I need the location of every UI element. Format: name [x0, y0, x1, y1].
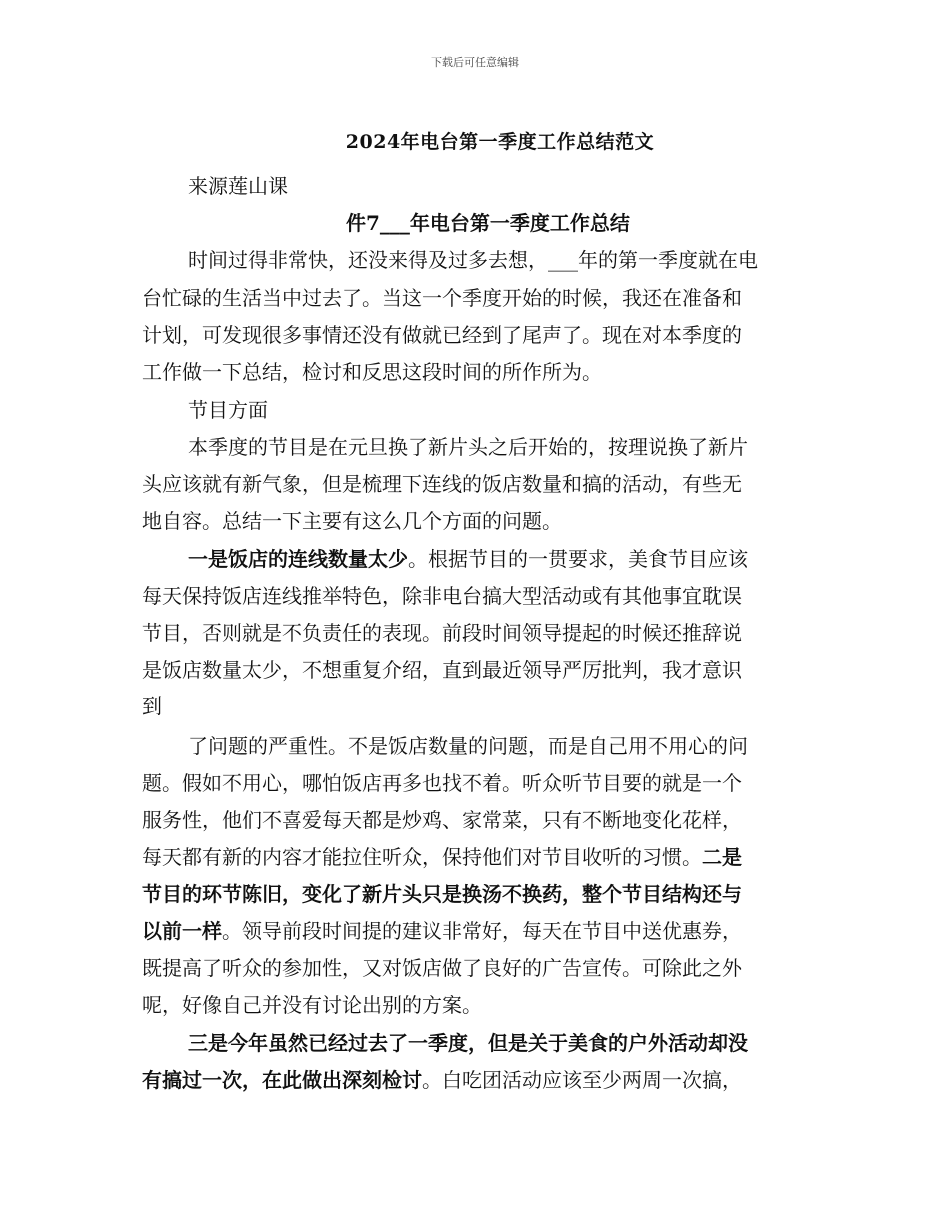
- point3-text: 。白吃团活动应该至少两周一次搞，: [422, 1068, 742, 1092]
- point3-line-2: [142, 1068, 742, 1092]
- point2-text: 节目的环节陈旧，变化了新片头只是换汤不换药，整个节目结构还与: [142, 882, 742, 906]
- header-note: 下载后可任意编辑: [431, 56, 519, 69]
- para4-line-4-text: 每天都有新的内容才能拉住听众，保持他们对节目收听的习惯。: [142, 845, 702, 869]
- point1-line-1: [188, 547, 748, 571]
- point1-line-2: 每天保持饭店连线推举特色，除非电台搞大型活动或有其他事宜耽误: [142, 584, 742, 608]
- point2-line: [142, 882, 742, 906]
- para4-line-8: 呢，好像自己并没有讨论出别的方案。: [142, 993, 482, 1017]
- para4-line-1: 了问题的严重性。不是饭店数量的问题，而是自己用不用心的问: [188, 734, 748, 758]
- point1-rest: 。根据节目的一贯要求，美食节目应该: [408, 547, 748, 571]
- intro-line-3: 计划，可发现很多事情还没有做就已经到了尾声了。现在对本季度的: [142, 323, 742, 347]
- point2-lead: 二是: [702, 845, 742, 869]
- para4-line-6-text: 。领导前段时间提的建议非常好，每天在节目中送优惠券，: [222, 919, 742, 943]
- point3-bold-2: 有搞过一次，在此做出深刻检讨: [142, 1068, 422, 1092]
- point3-bold-1: 三是今年虽然已经过去了一季度，但是关于美食的户外活动却没: [188, 1031, 748, 1055]
- source-line: 来源莲山课: [188, 174, 288, 198]
- intro-line-2: 台忙碌的生活当中过去了。当这一个季度开始的时候，我还在准备和: [142, 286, 742, 310]
- point3-line-1: [188, 1031, 748, 1055]
- para2-line-1: 本季度的节目是在元旦换了新片头之后开始的，按理说换了新片: [188, 435, 748, 459]
- point1-line-5: 到: [142, 694, 162, 718]
- para4-line-7: 既提高了听众的参加性，又对饭店做了良好的广告宣传。可除此之外: [142, 956, 742, 980]
- para4-line-3: 服务性，他们不喜爱每天都是炒鸡、家常菜，只有不断地变化花样，: [142, 808, 742, 832]
- intro-line-4: 工作做一下总结，检讨和反思这段时间的所作所为。: [142, 360, 602, 384]
- document-title: 2024年电台第一季度工作总结范文: [345, 131, 655, 153]
- point1-line-4: 是饭店数量太少，不想重复介绍，直到最近领导严厉批判，我才意识: [142, 658, 742, 682]
- para2-line-2: 头应该就有新气象，但是梳理下连线的饭店数量和搞的活动，有些无: [142, 472, 742, 496]
- para4-line-4: [142, 845, 742, 869]
- point1-line-3: 节目，否则就是不负责任的表现。前段时间领导提起的时候还推辞说: [142, 621, 742, 645]
- para2-line-3: 地自容。总结一下主要有这么几个方面的问题。: [142, 509, 562, 533]
- para4-line-2: 题。假如不用心，哪怕饭店再多也找不着。听众听节目要的就是一个: [142, 771, 742, 795]
- para4-line-6: [142, 919, 742, 943]
- sub-heading: 件7___年电台第一季度工作总结: [346, 211, 630, 235]
- point2-tail: 以前一样: [142, 919, 222, 943]
- intro-line-1: 时间过得非常快，还没来得及过多去想，___年的第一季度就在电: [188, 248, 758, 272]
- section-heading: 节目方面: [188, 398, 268, 422]
- point1-bold: 一是饭店的连线数量太少: [188, 547, 408, 571]
